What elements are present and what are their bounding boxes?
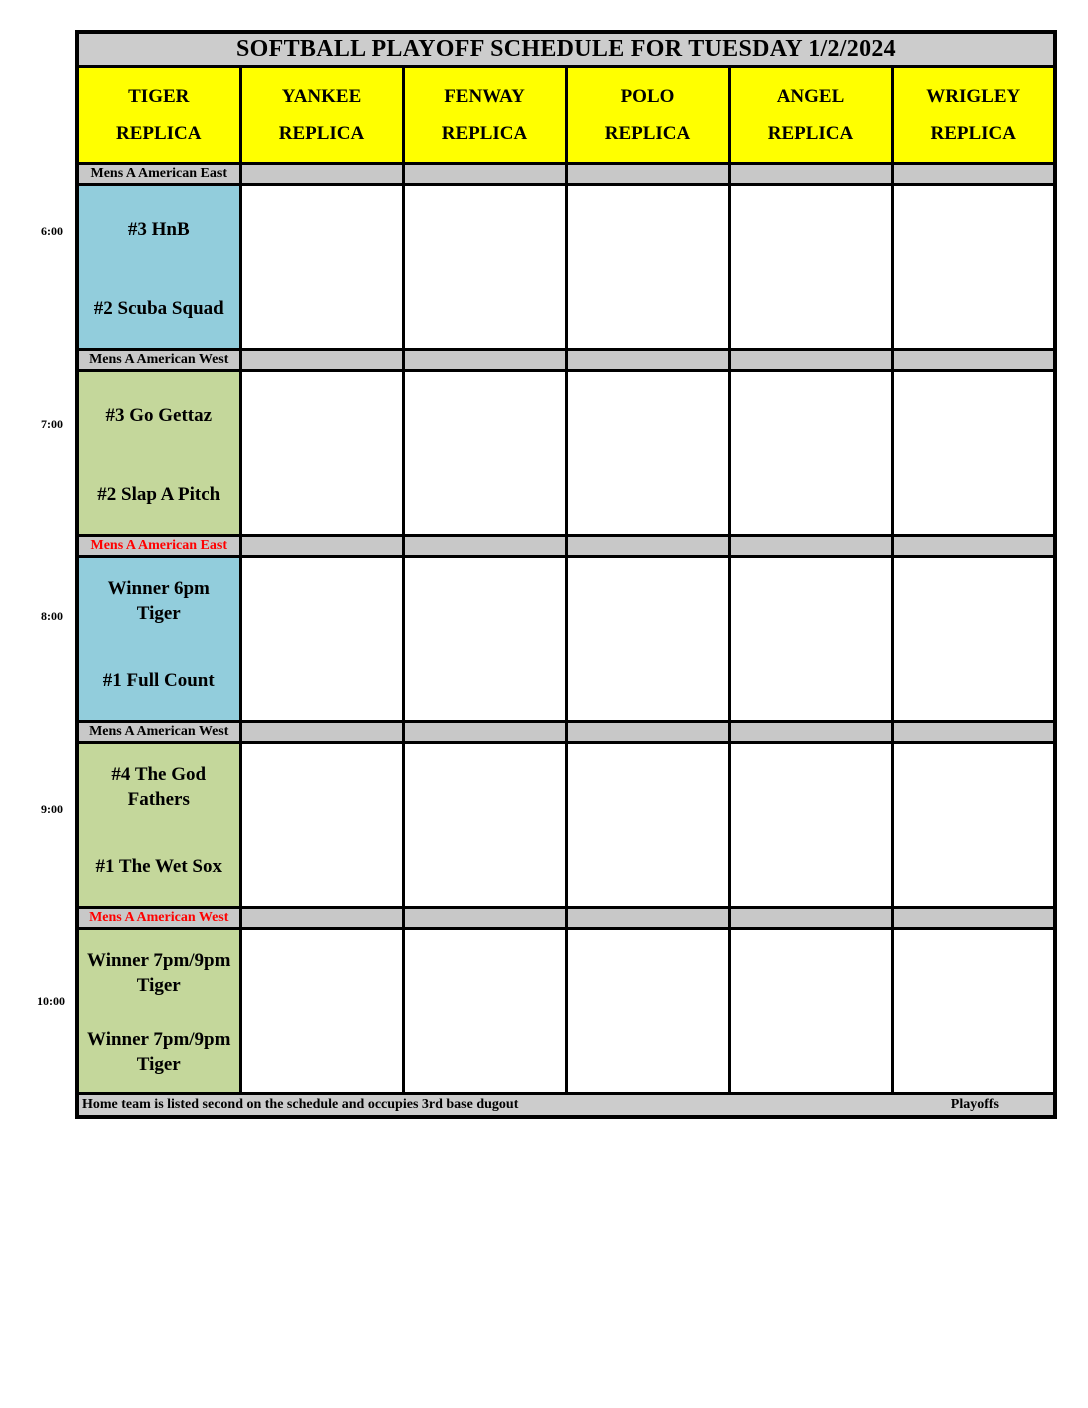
away-team-line: #3 Go Gettaz xyxy=(105,404,213,426)
empty-slot xyxy=(566,185,729,350)
away-team-line: Fathers xyxy=(127,789,190,810)
field-sub: REPLICA xyxy=(441,123,528,144)
time-label: 6:00 xyxy=(41,224,63,238)
empty-slot xyxy=(892,371,1055,536)
schedule-title: SOFTBALL PLAYOFF SCHEDULE FOR TUESDAY 1/2/2024 xyxy=(77,32,1055,67)
time-label: 7:00 xyxy=(41,416,63,431)
division-label: Mens A American West xyxy=(77,722,240,743)
home-team xyxy=(79,644,239,720)
division-cell-empty xyxy=(240,722,403,743)
field-header-yankee xyxy=(240,67,403,164)
field-sub: REPLICA xyxy=(930,123,1016,144)
empty-slot xyxy=(403,929,566,1094)
home-team xyxy=(79,1016,239,1092)
footer-label: Playoffs xyxy=(950,1097,999,1112)
empty-slot xyxy=(729,557,892,722)
away-team xyxy=(79,186,239,272)
field-header-tiger xyxy=(77,67,240,164)
home-team xyxy=(79,272,239,348)
away-team-line: Tiger xyxy=(136,975,181,996)
empty-slot xyxy=(240,185,403,350)
field-name: FENWAY xyxy=(444,86,525,107)
field-sub: REPLICA xyxy=(115,123,202,144)
empty-slot xyxy=(403,743,566,908)
empty-slot xyxy=(566,371,729,536)
division-cell-empty xyxy=(729,164,892,185)
division-row xyxy=(77,722,1055,743)
matchup-cell xyxy=(77,929,240,1094)
empty-slot xyxy=(892,185,1055,350)
away-team-line: #3 HnB xyxy=(127,218,190,240)
division-cell-empty xyxy=(403,722,566,743)
away-team xyxy=(79,744,239,830)
footer-note: Home team is listed second on the schedule and occupies 3rd base dugout xyxy=(82,1097,519,1112)
division-cell-empty xyxy=(892,722,1055,743)
division-cell-empty xyxy=(403,908,566,929)
division-cell-empty xyxy=(566,350,729,371)
home-team-line: Winner 7pm/9pm xyxy=(87,1029,231,1050)
division-cell-empty xyxy=(403,350,566,371)
field-name: YANKEE xyxy=(281,86,362,107)
empty-slot xyxy=(240,929,403,1094)
field-name: TIGER xyxy=(128,86,190,107)
matchup-cell xyxy=(77,185,240,350)
division-cell-empty xyxy=(240,350,403,371)
time-label: 10:00 xyxy=(37,994,65,1008)
matchup-cell xyxy=(77,557,240,722)
division-cell-empty xyxy=(892,536,1055,557)
home-team xyxy=(79,830,239,906)
division-cell-empty xyxy=(240,908,403,929)
away-team-line: Winner 7pm/9pm xyxy=(87,950,231,971)
field-name: WRIGLEY xyxy=(926,86,1021,107)
schedule-table xyxy=(75,30,1057,1119)
home-team-line: #1 The Wet Sox xyxy=(95,855,222,877)
division-cell-empty xyxy=(566,536,729,557)
matchup-cell xyxy=(77,371,240,536)
division-cell-empty xyxy=(892,350,1055,371)
division-cell-empty xyxy=(566,722,729,743)
division-row xyxy=(77,164,1055,185)
away-team xyxy=(79,930,239,1016)
home-team xyxy=(79,458,239,534)
time-label: 9:00 xyxy=(41,801,63,816)
field-header-angel xyxy=(729,67,892,164)
home-team-line: #2 Slap A Pitch xyxy=(97,483,221,505)
division-cell-empty xyxy=(403,536,566,557)
division-cell-empty xyxy=(240,536,403,557)
field-sub: REPLICA xyxy=(767,123,854,144)
home-team-line: Tiger xyxy=(136,1054,181,1075)
field-sub: REPLICA xyxy=(278,123,365,144)
footer-row xyxy=(77,1094,1055,1118)
division-row xyxy=(77,536,1055,557)
division-cell-empty xyxy=(729,350,892,371)
division-cell-empty xyxy=(240,164,403,185)
home-team-line: #2 Scuba Squad xyxy=(93,297,224,319)
empty-slot xyxy=(403,371,566,536)
empty-slot xyxy=(892,929,1055,1094)
matchup-cell xyxy=(77,743,240,908)
empty-slot xyxy=(566,929,729,1094)
empty-slot xyxy=(729,743,892,908)
home-team-line: #1 Full Count xyxy=(102,669,215,691)
division-cell-empty xyxy=(403,164,566,185)
empty-slot xyxy=(892,557,1055,722)
field-header-polo xyxy=(566,67,729,164)
away-team xyxy=(79,558,239,644)
empty-slot xyxy=(566,743,729,908)
field-header-fenway xyxy=(403,67,566,164)
away-team xyxy=(79,372,239,458)
game-row xyxy=(77,371,1055,536)
empty-slot xyxy=(729,929,892,1094)
empty-slot xyxy=(403,185,566,350)
division-label: Mens A American East xyxy=(77,536,240,557)
division-label: Mens A American West xyxy=(77,908,240,929)
empty-slot xyxy=(240,557,403,722)
field-sub: REPLICA xyxy=(604,123,691,144)
game-row xyxy=(77,557,1055,722)
empty-slot xyxy=(240,743,403,908)
away-team-line: #4 The God xyxy=(111,764,207,785)
division-cell-empty xyxy=(729,536,892,557)
field-name: POLO xyxy=(620,86,675,107)
division-cell-empty xyxy=(566,164,729,185)
division-cell-empty xyxy=(566,908,729,929)
division-cell-empty xyxy=(729,722,892,743)
time-label: 8:00 xyxy=(41,609,63,623)
division-label: Mens A American West xyxy=(77,350,240,371)
empty-slot xyxy=(403,557,566,722)
division-cell-empty xyxy=(892,908,1055,929)
field-name: ANGEL xyxy=(776,86,845,107)
empty-slot xyxy=(892,743,1055,908)
field-header-wrigley xyxy=(892,67,1055,164)
division-cell-empty xyxy=(892,164,1055,185)
division-row xyxy=(77,908,1055,929)
empty-slot xyxy=(729,371,892,536)
game-row xyxy=(77,743,1055,908)
empty-slot xyxy=(566,557,729,722)
division-label: Mens A American East xyxy=(77,164,240,185)
empty-slot xyxy=(240,371,403,536)
game-row xyxy=(77,929,1055,1094)
division-row xyxy=(77,350,1055,371)
away-team-line: Tiger xyxy=(136,603,181,624)
empty-slot xyxy=(729,185,892,350)
game-row xyxy=(77,185,1055,350)
away-team-line: Winner 6pm xyxy=(107,578,210,599)
division-cell-empty xyxy=(729,908,892,929)
